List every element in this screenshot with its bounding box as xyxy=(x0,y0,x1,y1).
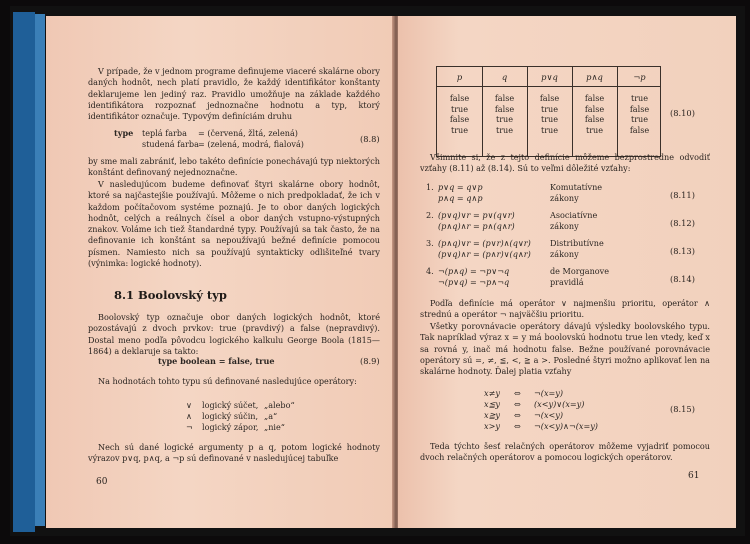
relation-lhs: x≠y xyxy=(484,388,500,398)
equation-number-8-8: (8.8) xyxy=(360,134,380,144)
equation-number-8-14: (8.14) xyxy=(670,274,695,284)
table-cell: false xyxy=(584,93,605,103)
page-number-right: 61 xyxy=(688,471,700,481)
left-paragraph-2: by sme mali zabrániť, lebo takéto definície ponechávajú typ niektorých konštánt definovaný nejednoznačne. xyxy=(88,156,380,178)
table-cell: true xyxy=(585,124,604,135)
left-paragraph-5: Na hodnotách tohto typu sú definované nasledujúce operátory: xyxy=(98,376,357,386)
relation-rhs: ¬(x<y) xyxy=(534,410,564,420)
law-expression: p∧q = q∧p xyxy=(438,193,483,203)
table-cell: true xyxy=(540,114,559,124)
table-header-or: p∨q xyxy=(541,72,558,82)
def-line1-name: teplá farba xyxy=(142,128,187,138)
relation-arrow: ⇔ xyxy=(514,410,521,420)
law-name: Distributívne xyxy=(550,238,604,248)
equation-number-8-10: (8.10) xyxy=(670,108,695,118)
def-line2-value: = (zelená, modrá, fialová) xyxy=(198,139,304,149)
operator-or-name: logický súčet, xyxy=(202,400,259,410)
operator-not-symbol: ¬ xyxy=(186,422,193,432)
table-cell: true xyxy=(630,114,649,124)
table-cell: false xyxy=(494,93,515,103)
right-paragraph-3: Všetky porovnávacie operátory dávajú výsledky boolovského typu. Tak napríklad výraz x = y má boolovskú hodnotu true len vtedy, keď x sa rovná y, inač má hodnotu false. Bežne používané porovnávacie operátory sú =, ≠, ≦, <, ≧ a >. Posledné štyri možno aplikovať len na skalárne hodnoty. Ďalej platia vzťahy xyxy=(420,321,710,377)
law-name: pravidlá xyxy=(550,277,584,287)
def-line2-name: studená farba xyxy=(142,139,199,149)
equation-number-8-12: (8.12) xyxy=(670,218,695,228)
law-expression: (p∨q)∧r = (p∧r)∨(q∧r) xyxy=(438,249,531,259)
table-cell: false xyxy=(584,114,605,124)
table-cell: false xyxy=(629,124,650,135)
operator-or-word: „alebo“ xyxy=(264,400,295,410)
left-page xyxy=(46,16,394,528)
law-number: 3. xyxy=(426,238,434,248)
table-header-q: q xyxy=(501,72,508,82)
relation-arrow: ⇔ xyxy=(514,399,521,409)
right-paragraph-2: Podľa definície má operátor ∨ najmenšiu prioritu, operátor ∧ strednú a operátor ¬ najväčšiu prioritu. xyxy=(420,298,710,320)
left-paragraph-4: Boolovský typ označuje obor daných logických hodnôt, ktoré pozostávajú z dvoch prvkov: true (pravdivý) a false (nepravdivý). Dostal meno podľa pôvodcu logického kalkulu George Boola (1815—1864) a deklaruje sa takto: xyxy=(88,312,380,356)
table-cell: false xyxy=(494,103,515,114)
left-paragraph-1: V prípade, že v jednom programe definujeme viaceré skalárne obory daných hodnôt, nech platí pravidlo, že každý identifikátor konštanty deklarujeme len jediný raz. Pravidlo umožňuje na základe každého identifikátora rozpoznať jednoznačne hodnotu a typ, ktorý identifikátor označuje. Typovým definíciám druhu xyxy=(88,66,380,122)
left-paragraph-3: V nasledujúcom budeme definovať štyri skalárne obory hodnôt, ktoré sa najčastejšie používajú. Môžeme o nich predpokladať, že ich v každom počítačovom systéme poznajú. Je to obor daných logických hodnôt, celých a reálnych čísel a obor daných vstupno-výstupných znakov. Voláme ich tiež štandardné typy. Používajú sa tak často, že na definovanie ich konštánt sa nepoužívajú bežné definície pomocou písmen. Namiesto nich sa používajú syntakticky odlišiteľné tvary (výnimka: logické hodnoty). xyxy=(88,179,380,269)
right-paragraph-1: Všimnite si, že z tejto definície môžeme bezprostredne odvodiť vzťahy (8.11) až (8.14). Sú to veľmi dôležité vzťahy: xyxy=(420,152,710,174)
law-name: Komutatívne xyxy=(550,182,603,192)
table-cell: true xyxy=(495,124,514,135)
table-cell: false xyxy=(629,103,650,114)
law-expression: p∨q = q∨p xyxy=(438,182,483,192)
law-expression: (p∧q)∧r = p∧(q∧r) xyxy=(438,221,515,231)
law-number: 4. xyxy=(426,266,434,276)
law-name: zákony xyxy=(550,221,579,231)
section-title: 8.1 Boolovský typ xyxy=(114,288,227,302)
relation-rhs: ¬(x=y) xyxy=(534,388,564,398)
equation-number-8-11: (8.11) xyxy=(670,190,695,200)
operator-and-name: logický súčin, xyxy=(202,411,259,421)
equation-number-8-9: (8.9) xyxy=(360,356,380,366)
left-paragraph-6: Nech sú dané logické argumenty p a q, potom logické hodnoty výrazov p∨q, p∧q, a ¬p sú definované v nasledujúcej tabuľke xyxy=(88,442,380,464)
operator-not-word: „nie“ xyxy=(264,422,285,432)
relation-lhs: x≦y xyxy=(484,399,500,409)
operator-not-name: logický zápor, xyxy=(202,422,259,432)
table-cell: false xyxy=(584,103,605,114)
relation-lhs: x>y xyxy=(484,421,500,431)
type-definition xyxy=(114,128,133,139)
right-paragraph-4: Teda týchto šesť relačných operátorov môžeme vyjadriť pomocou dvoch relačných operátorov a pomocou logických operátorov. xyxy=(420,441,710,463)
operator-and-symbol: ∧ xyxy=(186,411,192,421)
table-cell: true xyxy=(450,103,469,114)
table-cell: true xyxy=(495,114,514,124)
law-name: Asociatívne xyxy=(550,210,598,220)
law-expression: (p∨q)∨r = p∨(q∨r) xyxy=(438,210,515,220)
table-cell: true xyxy=(630,93,649,103)
page-number-left: 60 xyxy=(96,477,108,487)
def-line1-value: = (červená, žltá, zelená) xyxy=(198,128,298,138)
law-name: zákony xyxy=(550,193,579,203)
law-expression: (p∧q)∨r = (p∨r)∧(q∨r) xyxy=(438,238,531,248)
relation-lhs: x≧y xyxy=(484,410,500,420)
law-name: de Morganove xyxy=(550,266,610,276)
right-page xyxy=(398,16,736,528)
equation-number-8-13: (8.13) xyxy=(670,246,695,256)
truth-table xyxy=(436,66,661,157)
law-number: 1. xyxy=(426,182,434,192)
book-spine xyxy=(13,12,35,532)
equation-number-8-15: (8.15) xyxy=(670,404,695,414)
law-name: zákony xyxy=(550,249,579,259)
operator-and-word: „a“ xyxy=(264,411,278,421)
operator-or-symbol: ∨ xyxy=(186,400,192,410)
table-header-and: p∧q xyxy=(586,72,603,82)
table-cell: true xyxy=(540,103,559,114)
table-cell: true xyxy=(450,124,469,135)
book-spine-edge xyxy=(35,14,45,526)
table-cell: false xyxy=(539,93,560,103)
law-expression: ¬(p∧q) = ¬p∨¬q xyxy=(438,266,510,276)
relation-rhs: ¬(x<y)∧¬(x=y) xyxy=(534,421,598,431)
law-expression: ¬(p∨q) = ¬p∧¬q xyxy=(438,277,510,287)
type-keyword: type xyxy=(114,128,134,138)
law-number: 2. xyxy=(426,210,434,220)
relation-arrow: ⇔ xyxy=(514,421,521,431)
table-header-p: p xyxy=(456,72,463,82)
relation-arrow: ⇔ xyxy=(514,388,521,398)
boolean-declaration: type boolean = false, true xyxy=(158,356,275,366)
relation-rhs: (x<y)∨(x=y) xyxy=(534,399,585,409)
table-cell: false xyxy=(449,114,470,124)
table-cell: true xyxy=(540,124,559,135)
table-header-not: ¬p xyxy=(633,72,646,82)
table-cell: false xyxy=(449,93,470,103)
